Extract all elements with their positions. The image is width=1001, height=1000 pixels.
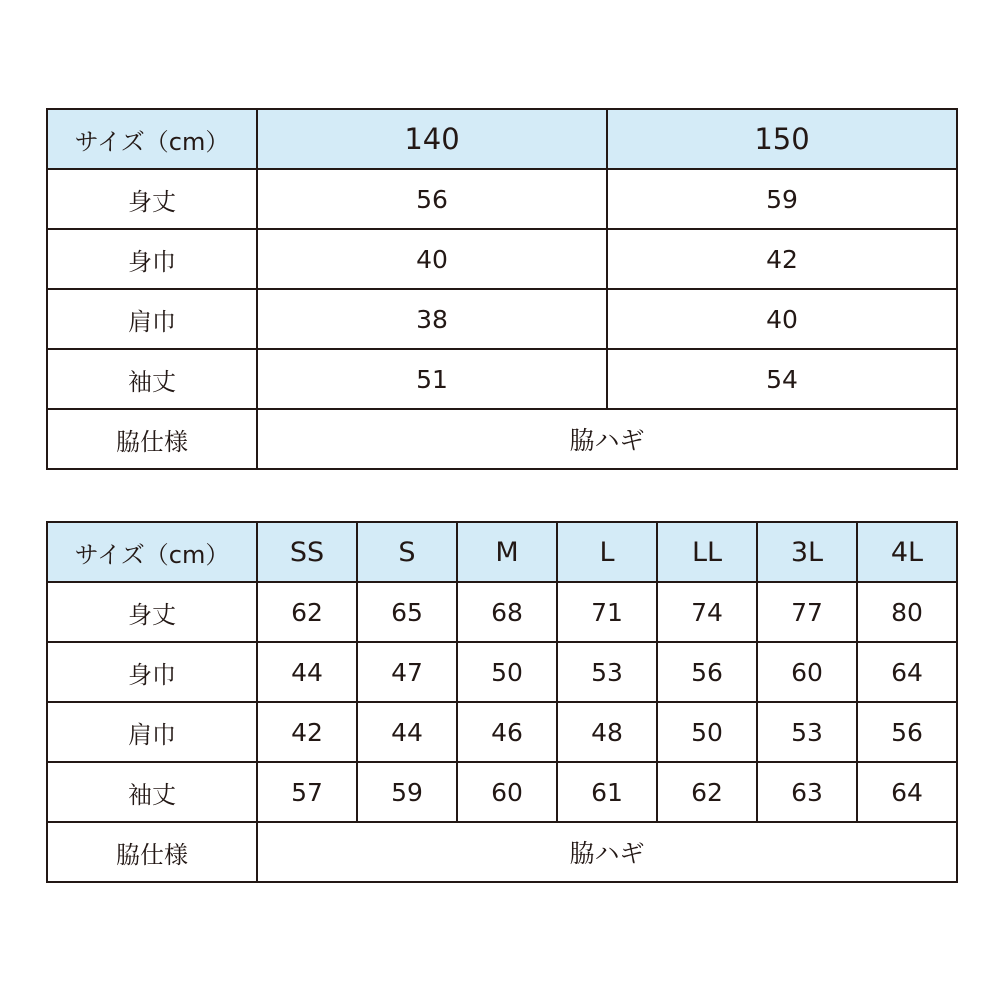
- cell-value: 64: [857, 762, 957, 822]
- row-label: 肩巾: [47, 289, 257, 349]
- row-label: 身巾: [47, 229, 257, 289]
- cell-value: 77: [757, 582, 857, 642]
- size-header: 4L: [857, 522, 957, 582]
- cell-value: 60: [457, 762, 557, 822]
- cell-value: 53: [557, 642, 657, 702]
- size-header: L: [557, 522, 657, 582]
- size-header: SS: [257, 522, 357, 582]
- cell-value: 60: [757, 642, 857, 702]
- cell-value: 74: [657, 582, 757, 642]
- size-table-kids: [46, 108, 958, 470]
- cell-value: 65: [357, 582, 457, 642]
- cell-value: 48: [557, 702, 657, 762]
- cell-value: 53: [757, 702, 857, 762]
- cell-value: 56: [857, 702, 957, 762]
- size-header: 150: [607, 109, 957, 169]
- cell-value: 62: [657, 762, 757, 822]
- size-header: 140: [257, 109, 607, 169]
- cell-value: 44: [257, 642, 357, 702]
- note-value: 脇ハギ: [257, 822, 957, 882]
- header-label: サイズ（cm）: [47, 109, 257, 169]
- size-header: 3L: [757, 522, 857, 582]
- cell-value: 64: [857, 642, 957, 702]
- cell-value: 56: [257, 169, 607, 229]
- header-row: [47, 109, 957, 169]
- cell-value: 50: [457, 642, 557, 702]
- row-label: 肩巾: [47, 702, 257, 762]
- cell-value: 62: [257, 582, 357, 642]
- cell-value: 63: [757, 762, 857, 822]
- cell-value: 46: [457, 702, 557, 762]
- cell-value: 51: [257, 349, 607, 409]
- cell-value: 38: [257, 289, 607, 349]
- size-header: LL: [657, 522, 757, 582]
- cell-value: 42: [257, 702, 357, 762]
- note-row: [47, 822, 957, 882]
- size-header: M: [457, 522, 557, 582]
- cell-value: 47: [357, 642, 457, 702]
- cell-value: 57: [257, 762, 357, 822]
- table-row: [47, 229, 957, 289]
- table-row: [47, 702, 957, 762]
- cell-value: 44: [357, 702, 457, 762]
- table-row: [47, 762, 957, 822]
- row-label: 脇仕様: [47, 822, 257, 882]
- row-label: 身丈: [47, 582, 257, 642]
- cell-value: 42: [607, 229, 957, 289]
- note-value: 脇ハギ: [257, 409, 957, 469]
- header-label: サイズ（cm）: [47, 522, 257, 582]
- cell-value: 50: [657, 702, 757, 762]
- row-label: 袖丈: [47, 762, 257, 822]
- size-table-adult: [46, 521, 958, 883]
- row-label: 身丈: [47, 169, 257, 229]
- cell-value: 80: [857, 582, 957, 642]
- table-row: [47, 582, 957, 642]
- cell-value: 59: [357, 762, 457, 822]
- cell-value: 61: [557, 762, 657, 822]
- table-row: [47, 169, 957, 229]
- table-row: [47, 289, 957, 349]
- header-row: [47, 522, 957, 582]
- cell-value: 54: [607, 349, 957, 409]
- row-label: 袖丈: [47, 349, 257, 409]
- table-row: [47, 642, 957, 702]
- note-row: [47, 409, 957, 469]
- cell-value: 59: [607, 169, 957, 229]
- size-header: S: [357, 522, 457, 582]
- cell-value: 40: [607, 289, 957, 349]
- row-label: 脇仕様: [47, 409, 257, 469]
- cell-value: 40: [257, 229, 607, 289]
- cell-value: 68: [457, 582, 557, 642]
- row-label: 身巾: [47, 642, 257, 702]
- table-row: [47, 349, 957, 409]
- cell-value: 71: [557, 582, 657, 642]
- cell-value: 56: [657, 642, 757, 702]
